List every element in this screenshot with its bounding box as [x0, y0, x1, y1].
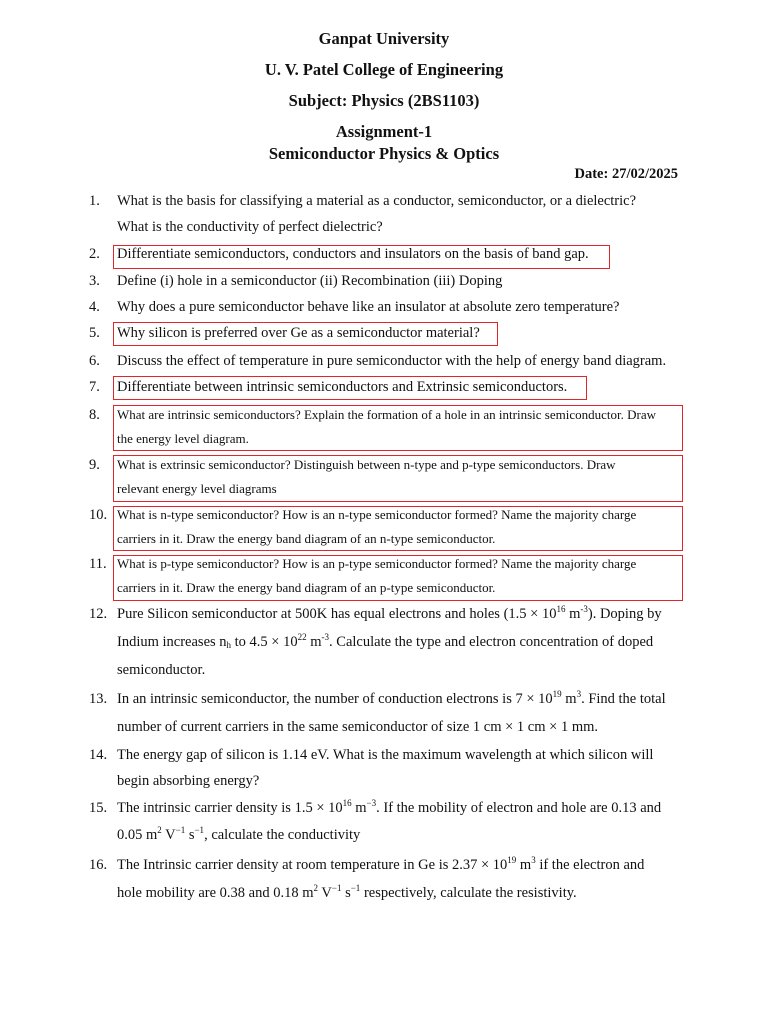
question-number: 1.: [89, 193, 100, 209]
question-number: 11.: [89, 556, 107, 572]
question-text-line: Pure Silicon semiconductor at 500K has equal electrons and holes ($1.5 \times 10^{16}$ $m^{-3}$). Doping by: [117, 604, 662, 622]
question-text-line: 0.05 $m^2$ $V^{-1}$ $s^{-1}$, calculate the conductivity: [117, 825, 361, 843]
question-number: 5.: [89, 325, 100, 341]
question-text-line: begin absorbing energy?: [117, 773, 260, 789]
question-text-line: the energy level diagram.: [117, 431, 249, 446]
question-text-line: relevant energy level diagrams: [117, 481, 277, 496]
question-number: 13.: [89, 691, 108, 707]
subject-title: Subject: Physics (2BS1103): [288, 91, 480, 110]
question-text-line: What is the conductivity of perfect dielectric?: [117, 219, 383, 235]
question-number: 14.: [89, 747, 108, 763]
question-number: 9.: [89, 457, 100, 473]
question-text-line: The Intrinsic carrier density at room temperature in Ge is $2.37 \times 10^{19}$ $m^3$ if the electron and: [117, 855, 645, 873]
question-number: 6.: [89, 353, 100, 369]
question-number: 15.: [89, 800, 108, 816]
question-text-line: carriers in it. Draw the energy band diagram of an n-type semiconductor.: [117, 531, 496, 546]
question-text-line: Indium increases $n_h$ to $4.5 \times 10^{22}$ $m^{-3}$. Calculate the type and electron concentration of doped: [117, 632, 654, 650]
question-text-line: hole mobility are 0.38 and 0.18 $m^2$ $V^{-1}$ $s^{-1}$ respectively, calculate the resistivity.: [117, 883, 577, 901]
question-text-line: What is n-type semiconductor? How is an n-type semiconductor formed? Name the majority charge: [117, 507, 637, 522]
question-text-line: What is the basis for classifying a material as a conductor, semiconductor, or a dielectric?: [117, 193, 637, 209]
assignment-date: Date: 27/02/2025: [574, 166, 678, 182]
question-number: 2.: [89, 246, 100, 262]
question-number: 7.: [89, 379, 100, 395]
topic-title: Semiconductor Physics & Optics: [268, 144, 500, 163]
assignment-title: Assignment-1: [335, 122, 433, 141]
question-number: 12.: [89, 606, 108, 622]
university-name: Ganpat University: [318, 29, 450, 48]
question-text-line: The energy gap of silicon is 1.14 eV. What is the maximum wavelength at which silicon will: [117, 747, 654, 763]
question-text-line: carriers in it. Draw the energy band diagram of an p-type semiconductor.: [117, 580, 496, 595]
question-number: 16.: [89, 857, 108, 873]
question-text-line: Discuss the effect of temperature in pure semiconductor with the help of energy band diagram.: [117, 353, 667, 369]
question-text-line: What is extrinsic semiconductor? Distinguish between n-type and p-type semiconductors. Draw: [117, 457, 616, 472]
question-number: 3.: [89, 273, 100, 289]
question-text-line: In an intrinsic semiconductor, the number of conduction electrons is $7 \times 10^{19}$ $m^3$. Find the total: [117, 689, 666, 707]
question-number: 8.: [89, 407, 100, 423]
question-text-line: Define (i) hole in a semiconductor (ii) Recombination (iii) Doping: [117, 273, 503, 289]
question-number: 4.: [89, 299, 100, 315]
college-name: U. V. Patel College of Engineering: [264, 60, 504, 79]
question-text-line: number of current carriers in the same semiconductor of size 1 cm × 1 cm × 1 mm.: [117, 719, 599, 735]
question-text-line: Differentiate semiconductors, conductors and insulators on the basis of band gap.: [117, 246, 589, 262]
question-text-line: Why does a pure semiconductor behave like an insulator at absolute zero temperature?: [117, 299, 620, 315]
question-text-line: What is p-type semiconductor? How is an p-type semiconductor formed? Name the majority charge: [117, 556, 637, 571]
question-text-line: semiconductor.: [117, 662, 206, 678]
question-number: 10.: [89, 507, 108, 523]
question-text-line: The intrinsic carrier density is $1.5 \times 10^{16}$ $m^{-3}$. If the mobility of electron and hole are 0.13 and: [117, 798, 662, 816]
question-text-line: Differentiate between intrinsic semiconductors and Extrinsic semiconductors.: [117, 379, 568, 395]
question-text-line: Why silicon is preferred over Ge as a semiconductor material?: [117, 325, 480, 341]
question-text-line: What are intrinsic semiconductors? Explain the formation of a hole in an intrinsic semiconductor. Draw: [117, 407, 656, 422]
